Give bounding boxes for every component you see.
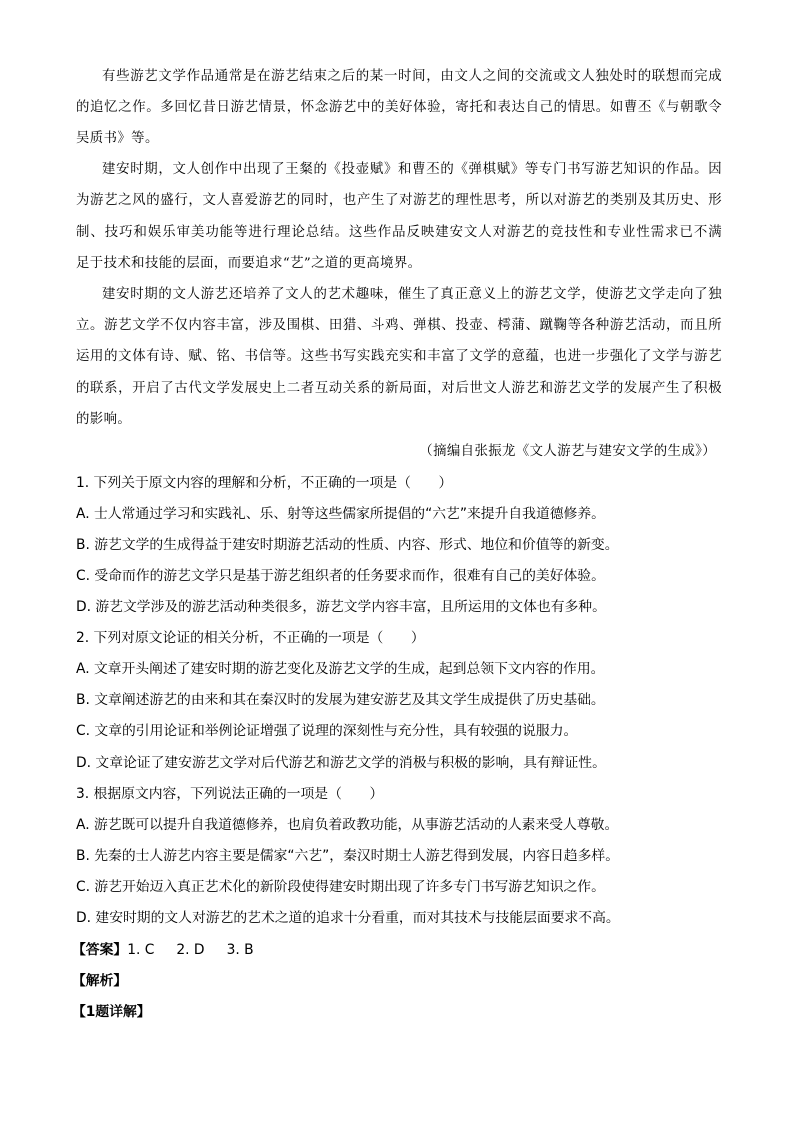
passage-line: 吴质书》等。 <box>76 131 159 146</box>
passage-line: 为游艺之风的盛行，文人喜爱游艺的同时，也产生了对游艺的理性思考，所以对游艺的类别及其历史、形 <box>76 193 722 208</box>
option-d: D. 游艺文学涉及的游艺活动种类很多，游艺文学内容丰富，且所运用的文体也有多种。 <box>76 599 606 615</box>
answer-item: 2. D <box>176 942 205 958</box>
option-d: D. 文章论证了建安游艺文学对后代游艺和游艺文学的消极与积极的影响，具有辩证性。 <box>76 755 606 771</box>
passage-source: （摘编自张振龙《文人游艺与建安文学的生成》） <box>419 444 716 459</box>
option-b: B. 先秦的士人游艺内容主要是儒家“六艺”，秦汉时期士人游艺得到发展，内容日趋多样。 <box>76 848 620 864</box>
option-a: A. 文章开头阐述了建安时期的游艺变化及游艺文学的生成，起到总领下文内容的作用。 <box>76 661 605 677</box>
option-b: B. 文章阐述游艺的由来和其在秦汉时的发展为建安游艺及其文学生成提供了历史基础。 <box>76 692 605 708</box>
option-c: C. 受命而作的游艺文学只是基于游艺组织者的任务要求而作，很难有自己的美好体验。 <box>76 568 605 584</box>
option-c: C. 文章的引用论证和举例论证增强了说理的深刻性与充分性，具有较强的说服力。 <box>76 723 578 739</box>
answer-item: 1. C <box>127 942 155 958</box>
passage-line: 运用的文体有诗、赋、铭、书信等。这些书写实践充实和丰富了文学的意蕴，也进一步强化了文学与游艺 <box>76 349 722 364</box>
passage-line: 建安时期的文人游艺还培养了文人的艺术趣味，催生了真正意义上的游艺文学，使游艺文学走向了独 <box>102 287 722 302</box>
passage-line: 有些游艺文学作品通常是在游艺结束之后的某一时间，由文人之间的交流或文人独处时的联想而完成 <box>102 69 722 84</box>
option-a: A. 士人常通过学习和实践礼、乐、射等这些儒家所提倡的“六艺”来提升自我道德修养。 <box>76 506 605 522</box>
option-d: D. 建安时期的文人对游艺的艺术之道的追求十分看重，而对其技术与技能层面要求不高。 <box>76 910 620 926</box>
question-stem: 2. 下列对原文论证的相关分析，不正确的一项是（ ） <box>76 630 425 646</box>
answer-label: 【答案】 <box>72 942 128 958</box>
option-a: A. 游艺既可以提升自我道德修养，也肩负着政教功能，从事游艺活动的人素来受人尊敬。 <box>76 817 619 833</box>
question-stem: 3. 根据原文内容，下列说法正确的一项是（ ） <box>76 786 384 802</box>
detail-label: 【1题详解】 <box>72 1004 151 1020</box>
passage-line: 足于技术和技能的层面，而要追求“艺”之道的更高境界。 <box>76 256 422 271</box>
answer-item: 3. B <box>226 942 254 958</box>
passage-line: 的追忆之作。多回忆昔日游艺情景，怀念游艺中的美好体验，寄托和表达自己的情思。如曹丕《与朝歌令 <box>76 100 722 115</box>
analysis-label: 【解析】 <box>72 973 128 989</box>
answer-line <box>72 939 254 961</box>
question-stem: 1. 下列关于原文内容的理解和分析，不正确的一项是（ ） <box>76 475 453 491</box>
passage-line: 的联系，开启了古代文学发展史上二者互动关系的新局面，对后世文人游艺和游艺文学的发展产生了积极 <box>76 381 722 396</box>
option-b: B. 游艺文学的生成得益于建安时期游艺活动的性质、内容、形式、地位和价值等的新变。 <box>76 537 619 553</box>
passage-line: 制、技巧和娱乐审美功能等进行理论总结。这些作品反映建安文人对游艺的竞技性和专业性需求已不满 <box>76 225 722 240</box>
option-c: C. 游艺开始迈入真正艺术化的新阶段使得建安时期出现了许多专门书写游艺知识之作。 <box>76 879 605 895</box>
passage-line: 立。游艺文学不仅内容丰富，涉及围棋、田猎、斗鸡、弹棋、投壶、樗蒲、蹴鞠等各种游艺活动，而且所 <box>76 318 722 333</box>
passage-line: 的影响。 <box>76 412 132 427</box>
passage-line: 建安时期，文人创作中出现了王粲的《投壶赋》和曹丕的《弹棋赋》等专门书写游艺知识的作品。因 <box>102 162 722 177</box>
